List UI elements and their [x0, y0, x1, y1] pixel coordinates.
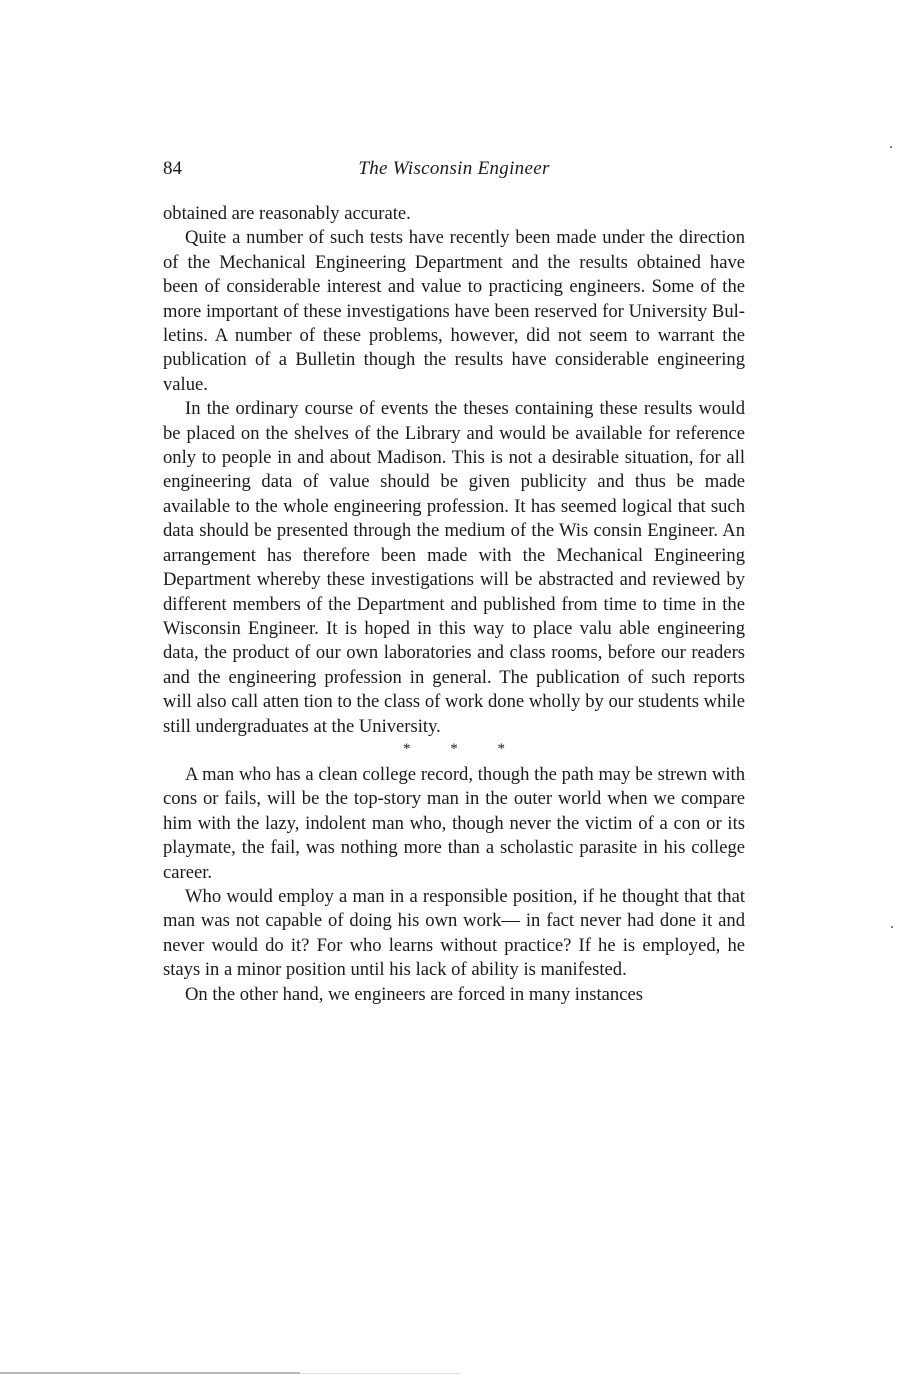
- paragraph: On the other hand, we engineers are forced in many instances: [185, 983, 643, 1005]
- paragraph: Who would employ a man in a responsible position, if he thought that that man was not capable of doing his own work— in fact never had done it and never would do it? For who learns without practice? If he is employed, he stays in a minor position until his lack of ability is manifested.: [163, 885, 745, 981]
- page-header: [163, 158, 745, 184]
- scan-speck: [891, 926, 893, 928]
- paragraph: In the ordinary course of events the theses containing these results would be placed on the shelves of the Library and would be available for reference only to people in and about Madison. This is not a desirable situation, for all engineering data of value should be given publicity and thus be made available to the whole engineering profession. It has seemed logical that such data should be presented through the medium of the Wis consin Engineer. An arrangement has therefore been made with the Mechanical Engineering Department whereby these investigations will be abstracted and reviewed by different members of the Department and published from time to time in the Wisconsin Engineer. It is hoped in this way to place valu able engineering data, the product of our own laboratories and class rooms, before our readers and the engineering profession in general. The publication of such reports will also call atten tion to the class of work done wholly by our students while still undergraduates at the University.: [163, 398, 745, 737]
- running-title: The Wisconsin Engineer: [358, 158, 550, 179]
- page-number: 84: [163, 158, 182, 179]
- body-text: [163, 202, 745, 1007]
- section-separator: * * *: [403, 740, 523, 757]
- paragraph: Quite a number of such tests have recently been made under the direction of the Mechanical Engineering Department and the results obtained have been of considerable interest and value to practicing engineers. Some of the more important of these investigations have been reserved for University Bul letins. A number of these problems, however, did not seem to warrant the publication of a Bulletin though the results have considerable engineering value.: [163, 227, 745, 395]
- paragraph: A man who has a clean college record, though the path may be strewn with cons or fails, will be the top-story man in the outer world when we compare him with the lazy, indolent man who, though never the victim of a con or its playmate, the fail, was nothing more than a scholastic parasite in his college career.: [163, 763, 745, 883]
- scan-speck: [890, 146, 892, 148]
- paragraph: obtained are reasonably accurate.: [163, 203, 411, 224]
- scan-edge-rule-fade: [300, 1373, 460, 1374]
- scan-edge-rule: [0, 1372, 300, 1374]
